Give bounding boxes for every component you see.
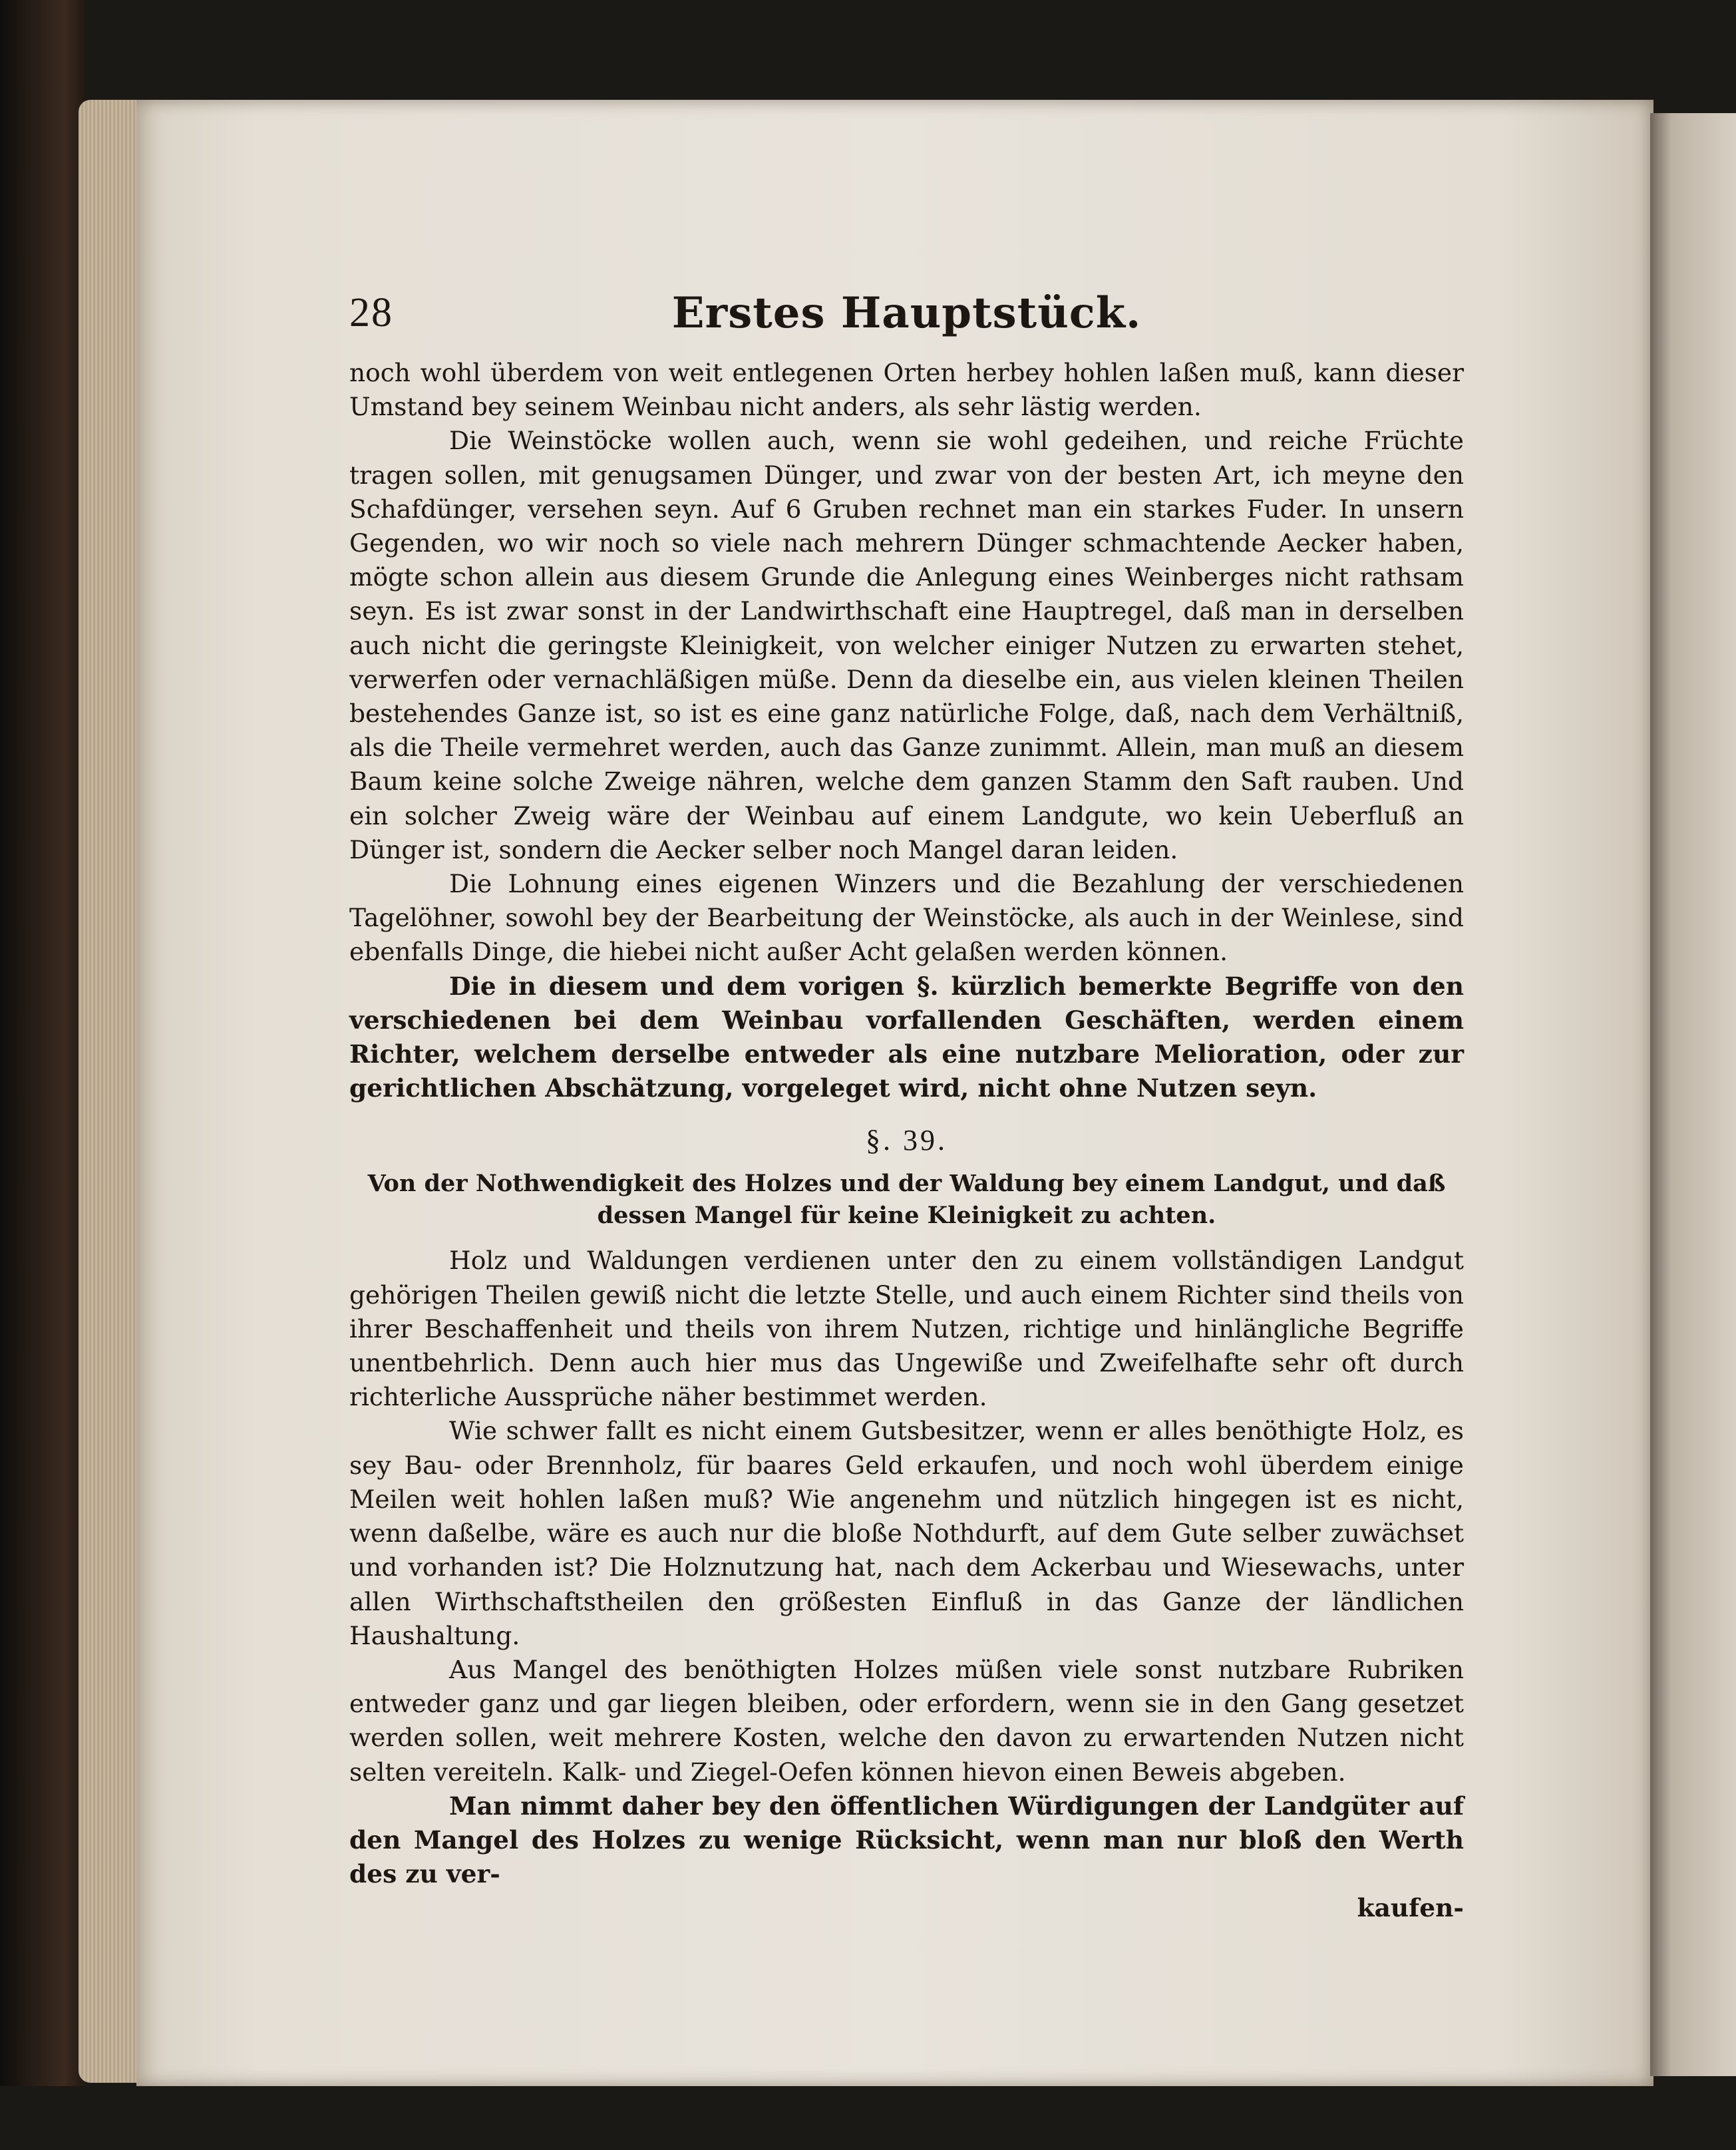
running-head: Erstes Hauptstück. xyxy=(671,288,1142,338)
paragraph-wood-intro: Holz und Waldungen verdienen unter den zu einem vollständigen Landgut gehörigen Theilen gewiß nicht die letzte Stelle, und auch einem Richter sind theils von ihrer Beschaffenheit und theils von ihrem Nutzen, richtige und hinlängliche Begriffe unentbehrlich. Denn auch hier mus das Ungewiße und Zweifelhafte sehr oft durch richterliche Aussprüche näher bestimmet werden. xyxy=(349,1246,1464,1412)
section-number: §. 39. xyxy=(866,1124,948,1157)
paragraph-dung: Die Weinstöcke wollen auch, wenn sie wohl gedeihen, und reiche Früchte tragen sollen, mit genugsamen Dünger, und zwar von der besten Art, ich meyne den Schafdünger, versehen seyn. Auf 6 Gruben rechnet man ein starkes Fuder. In unsern Gegenden, wo wir noch so viele nach mehrern Dünger schmachtende Aecker haben, mögte schon allein aus diesem Grunde die Anlegung eines Weinberges nicht rathsam seyn. Es ist zwar sonst in der Landwirthschaft eine Hauptregel, daß man in derselben auch nicht die geringste Kleinigkeit, von welcher einiger Nutzen zu erwarten stehet, verwerfen oder vernachläßigen müße. Denn da dieselbe ein, aus vielen kleinen Theilen bestehendes Ganze ist, so ist es eine ganz natürliche Folge, daß, nach dem Verhältniß, als die Theile vermehret werden, auch das Ganze zunimmt. Allein, man muß an diesem Baum keine solche Zweige nähren, welche dem ganzen Stamm den Saft rauben. Und ein solcher Zweig wäre der Weinbau auf einem Landgute, wo kein Ueberfluß an Dünger ist, sondern die Aecker selber noch Mangel daran leiden. xyxy=(349,426,1464,864)
facing-page-edge xyxy=(1650,113,1736,2076)
paragraph-summary: Die in diesem und dem vorigen §. kürzlich bemerkte Begriffe von den verschiedenen bei dem Weinbau vorfallenden Geschäften, werden einem Richter, welchem derselbe entweder als eine nutzbare Melioration, oder zur gerichtlichen Abschätzung, vorgeleget wird, nicht ohne Nutzen seyn. xyxy=(349,971,1464,1103)
page-content xyxy=(349,283,1464,1925)
bottom-background xyxy=(0,2086,1736,2150)
paragraph-wood-cost: Wie schwer fallt es nicht einem Gutsbesitzer, wenn er alles benöthigte Holz, es sey Bau- oder Brennholz, für baares Geld erkaufen, und noch wohl überdem einige Meilen weit hohlen laßen muß? Wie angenehm und nützlich hingegen ist es nicht, wenn daßelbe, wäre es auch nur die bloße Nothdurft, auf dem Gute selber zuwächset und vorhanden ist? Die Holznutzung hat, nach dem Ackerbau und Wiesewachs, unter allen Wirthschaftstheilen den größesten Einfluß in das Ganze der ländlichen Haushaltung. xyxy=(349,1416,1464,1650)
paragraph-continuation: noch wohl überdem von weit entlegenen Orten herbey hohlen laßen muß, kann dieser Umstand bey seinem Weinbau nicht anders, als sehr lästig werden. xyxy=(349,358,1464,422)
paragraph-valuation: Man nimmt daher bey den öffentlichen Würdigungen der Landgüter auf den Mangel des Holzes zu wenige Rücksicht, wenn man nur bloß den Werth des zu ver- xyxy=(349,1791,1464,1889)
page-header xyxy=(349,283,1464,356)
catchword: kaufen- xyxy=(1357,1893,1464,1923)
page-number: 28 xyxy=(349,290,393,335)
paragraph-wood-lack: Aus Mangel des benöthigten Holzes müßen viele sonst nutzbare Rubriken entweder ganz und gar liegen bleiben, oder erfordern, wenn sie in den Gang gesetzet werden sollen, weit mehrere Kosten, welche den davon zu erwartenden Nutzen nicht selten vereiteln. Kalk- und Ziegel-Oefen können hievon einen Beweis abgeben. xyxy=(349,1654,1464,1787)
book-cover-left xyxy=(0,0,87,2150)
section-title: Von der Nothwendigkeit des Holzes und der Waldung bey einem Landgut, und daß dessen Mangel für keine Kleinigkeit zu achten. xyxy=(367,1170,1446,1230)
paragraph-wages: Die Lohnung eines eigenen Winzers und die Bezahlung der verschiedenen Tagelöhner, sowohl bey der Bearbeitung der Weinstöcke, als auch in der Weinlese, sind ebenfalls Dinge, die hiebei nicht außer Acht gelaßen werden können. xyxy=(349,869,1464,967)
